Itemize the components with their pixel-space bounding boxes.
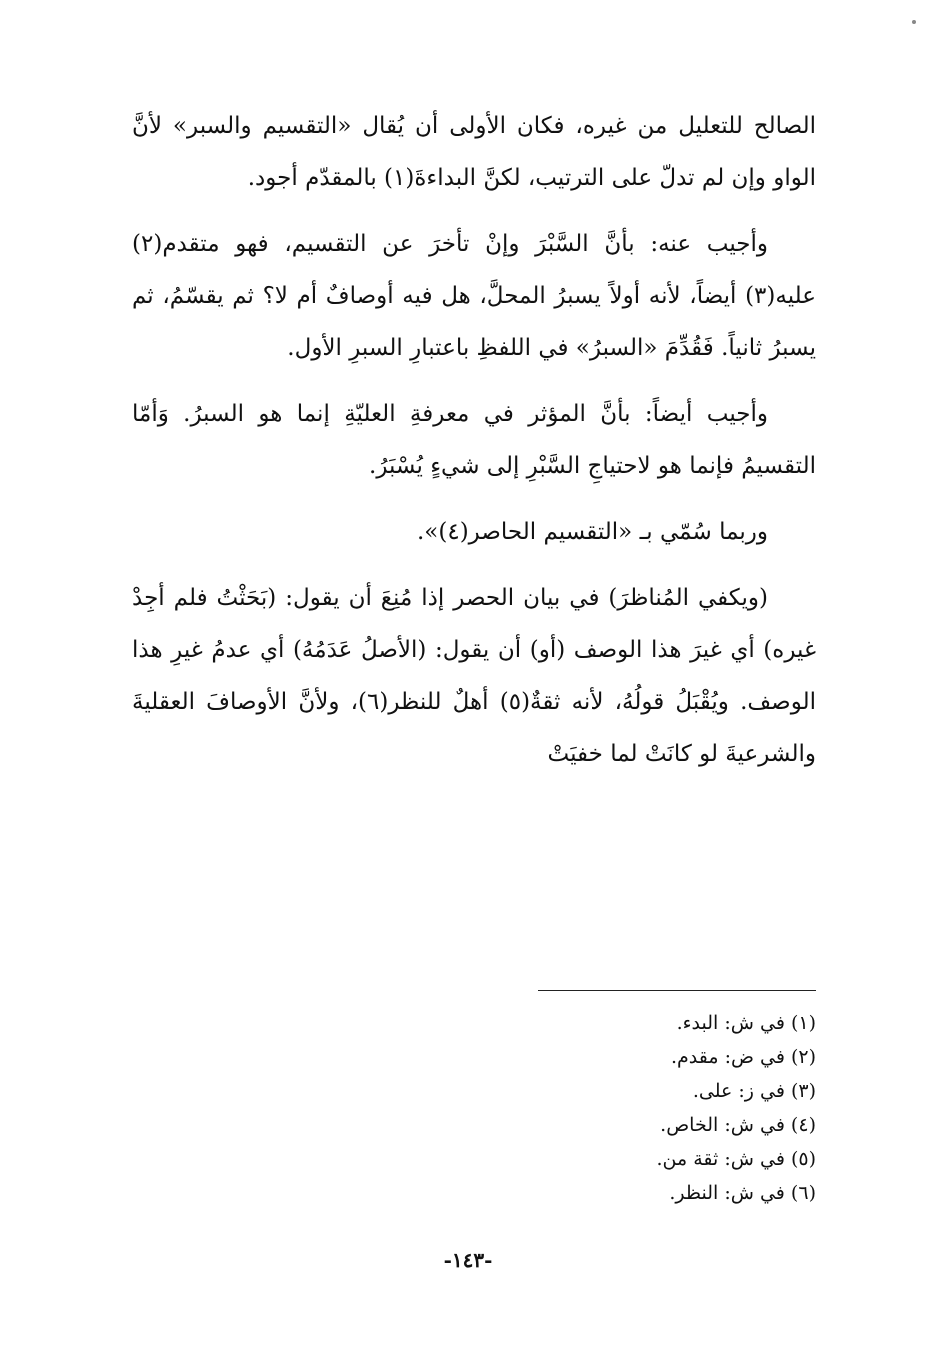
scan-speck bbox=[912, 20, 916, 24]
footnote-4: (٤) في ش: الخاص. bbox=[660, 1114, 816, 1136]
footnote-3: (٣) في ز: على. bbox=[692, 1080, 816, 1102]
paragraph-2: وأجيب عنه: بأنَّ السَّبْرَ وإنْ تأخرَ عن التقسيم، فهو متقدم(٢) عليه(٣) أيضاً، لأنه أولاً يسبرُ المحلَّ، هل فيه أوصافٌ أم لا؟ ثم يقسّمُ، ثم يسبرُ ثانياً. فَقُدِّمَ «السبرُ» في اللفظِ باعتبارِ السبرِ الأول. bbox=[132, 231, 816, 361]
paragraph-1: الصالح للتعليل من غيره، فكان الأولى أن يُقال «التقسيم والسبر» لأنَّ الواو وإن لم تدلّ على الترتيب، لكنَّ البداءةَ(١) بالمقدّم أجود. bbox=[132, 113, 816, 191]
footnote-separator bbox=[538, 990, 816, 991]
footnote-2: (٢) في ض: مقدم. bbox=[670, 1046, 816, 1068]
paragraph-5: (ويكفي المُناظرَ) في بيان الحصر إذا مُنِعَ أن يقول: (بَحَثْتُ فلم أجِدْ غيره) أي غيرَ هذا الوصف (أو) أن يقول: (الأصلُ عَدَمُهُ) أي عدمُ غيرِ هذا الوصف. ويُقْبَلُ قولُهُ، لأنه ثقةٌ(٥) أهلٌ للنظر(٦)، ولأنَّ الأوصافَ العقليةَ والشرعيةَ لو كانَتْ لما خفيَتْ bbox=[132, 585, 816, 767]
page-number: -١٤٣- bbox=[443, 1248, 493, 1272]
footnote-6: (٦) في ش: النظر. bbox=[669, 1182, 816, 1204]
footnote-1: (١) في ش: البدء. bbox=[676, 1012, 816, 1034]
paragraph-3: وأجيب أيضاً: بأنَّ المؤثر في معرفةِ العليّةِ إنما هو السبرُ. وَأمّا التقسيمُ فإنما هو لاحتياجِ السَّبْرِ إلى شيءٍ يُسْبَرُ. bbox=[132, 401, 816, 479]
paragraph-4: وربما سُمّي بـ «التقسيم الحاصر(٤)». bbox=[416, 519, 768, 545]
footnotes bbox=[500, 1006, 816, 1210]
main-text bbox=[132, 100, 816, 780]
footnote-5: (٥) في ش: ثقة من. bbox=[656, 1148, 816, 1170]
